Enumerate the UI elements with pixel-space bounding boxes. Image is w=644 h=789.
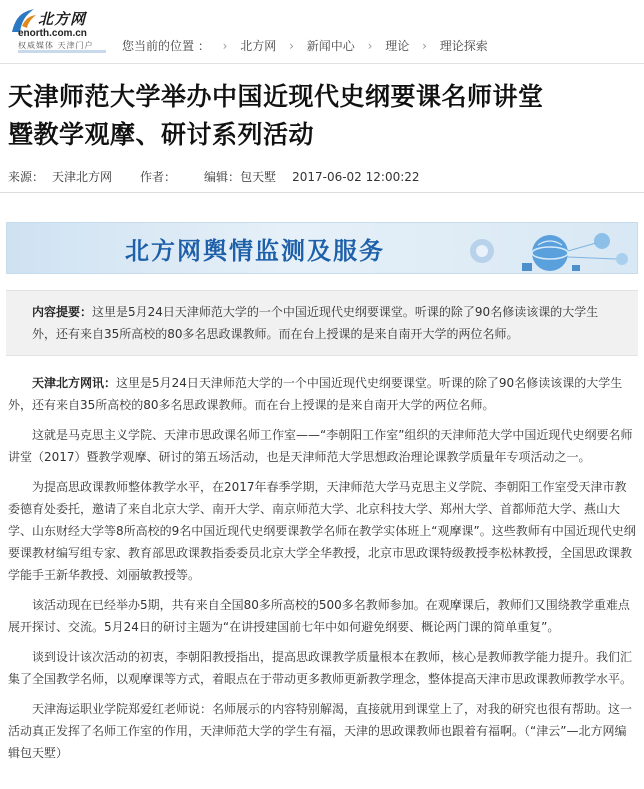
globe-network-icon <box>462 223 638 274</box>
editor-label: 编辑： <box>204 170 241 184</box>
breadcrumb-theory-explore-link[interactable]: 理论探索 <box>439 39 488 53</box>
article-meta <box>8 168 420 185</box>
breadcrumb-separator: › <box>222 39 228 53</box>
source-label: 来源： <box>8 170 45 184</box>
paragraph-3: 为提高思政课教师整体教学水平，在2017年春季学期，天津师范大学马克思主义学院、李朝阳工作室受天津市教委德育处委托，邀请了来自北京大学、南开大学、南京师范大学、北京科技大学、郑州大学、首都师范大学、燕山大学、山东财经大学等8所高校的9名中国近现代史纲要课教学名师在教学实体班上“观摩课”。这些教师有中国近现代史纲要课教材编写组专家、教育部思政课教指委委员北京大学全华教授，北京市思政课特级教授李松林教授，全国思政课教学能手王新华教授、刘丽敏教授等。 <box>8 480 636 582</box>
author-label: 作者： <box>140 170 177 184</box>
article-title <box>8 78 638 154</box>
banner-headline: 北方网舆情监测及服务 <box>125 237 385 265</box>
paragraph-5: 谈到设计该次活动的初衷，李朝阳教授指出，提高思政课教学质量根本在教师，核心是教师教学能力提升。我们汇集了全国教学名师，以观摩课等方式，着眼点在于带动更多教师更新教学理念，整体提高天津市思政课教师教学水平。 <box>8 650 633 686</box>
editor-value: 包天墅 <box>240 170 277 184</box>
paragraph-2: 这就是马克思主义学院、天津市思政课名师工作室——“李朝阳工作室”组织的天津师范大学中国近现代史纲要名师讲堂（2017）暨教学观摩、研讨的第五场活动，也是天津师范大学思想政治理论课教学质量年专项活动之一。 <box>8 428 633 464</box>
paragraph-4: 该活动现在已经举办5期，共有来自全国80多所高校的500多名教师参加。在观摩课后，教师们又围绕教学重难点展开探讨、交流。5月24日的研讨主题为“在讲授建国前七年中如何避免纲要、概论两门课的简单重复”。 <box>8 598 630 634</box>
breadcrumb-theory-link[interactable]: 理论 <box>385 39 410 53</box>
enorth-logo[interactable] <box>8 6 110 54</box>
breadcrumb-home-link[interactable]: 北方网 <box>240 39 277 53</box>
source-value: 天津北方网 <box>52 170 113 184</box>
breadcrumb-separator: › <box>367 39 373 53</box>
breadcrumb-separator: › <box>289 39 294 53</box>
article-title-line2: 暨教学观摩、研讨系列活动 <box>8 120 315 149</box>
article-body <box>8 372 636 772</box>
logo-stripe <box>18 50 106 53</box>
article-title-line1: 天津师范大学举办中国近现代史纲要课名师讲堂 <box>8 82 544 111</box>
logo-domain: enorth.com.cn <box>18 28 87 39</box>
summary-label: 内容提要： <box>32 305 93 319</box>
publish-datetime: 2017-06-02 12:00:22 <box>292 170 420 184</box>
article-summary <box>6 290 638 356</box>
dateline-label: 天津北方网讯： <box>32 376 117 390</box>
breadcrumb-prefix: 您当前的位置 ： <box>122 39 210 53</box>
logo-slogan: 权威媒体 天津门户 <box>18 41 94 50</box>
paragraph-1 <box>8 372 636 416</box>
breadcrumb-separator: › <box>422 39 427 53</box>
breadcrumb-news-center-link[interactable]: 新闻中心 <box>306 39 355 53</box>
paragraph-6: 天津海运职业学院郑爱红老师说：名师展示的内容特别解渴，直接就用到课堂上了，对我的研究也很有帮助。这一活动真正发挥了名师工作室的作用，天津师范大学的学生有福，天津的思政课教师也跟着有福啊。（“津云”—北方网编辑包天墅） <box>8 702 633 760</box>
paragraph-1-text: 这里是5月24日天津师范大学的一个中国近现代史纲要课堂。听课的除了90名修读该课的大学生外，还有来自35所高校的80多名思政课教师。而在台上授课的是来自南开大学的两位名师。 <box>8 376 623 412</box>
ad-banner[interactable] <box>6 222 638 274</box>
breadcrumb <box>122 37 488 54</box>
meta-divider <box>0 192 644 193</box>
site-header <box>0 0 644 64</box>
logo-chinese-name: 北方网 <box>38 10 87 28</box>
summary-text: 这里是5月24日天津师范大学的一个中国近现代史纲要课堂。听课的除了90名修读该课的大学生外，还有来自35所高校的80多名思政课教师。而在台上授课的是来自南开大学的两位名师。 <box>32 305 599 341</box>
